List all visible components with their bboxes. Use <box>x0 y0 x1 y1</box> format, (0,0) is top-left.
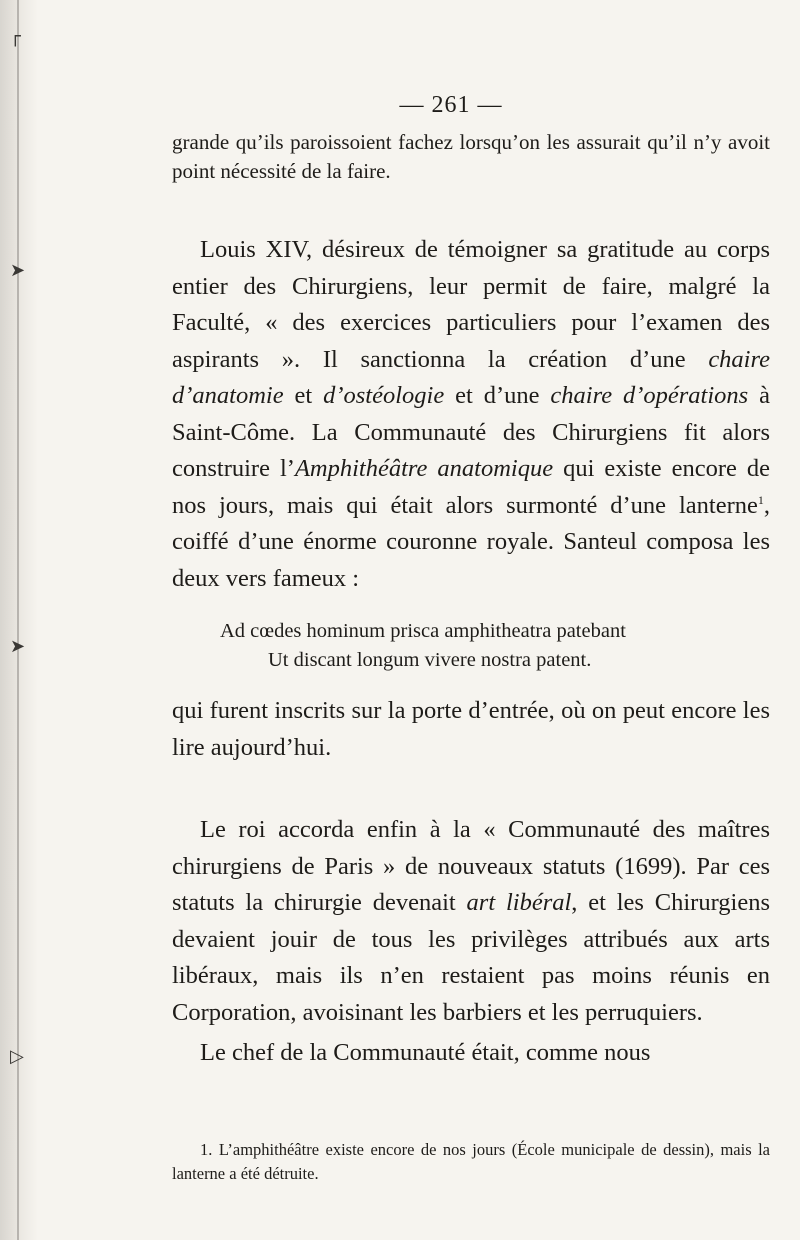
paragraph-2 <box>172 232 770 597</box>
binding-mark-icon: ➤ <box>10 260 26 281</box>
footnote: 1. L’amphithéâtre existe encore de nos jours (École municipale de dessin), mais la lanterne a été détruite. <box>172 1140 770 1183</box>
paragraph-2-text: à Saint-Côme. La Communauté des Chirurgiens fit alors construire l’ <box>172 382 770 482</box>
paragraph-2-italic: chaire d’opérations <box>550 382 749 409</box>
paragraph-2-text: et <box>283 382 324 409</box>
paragraph-2-text: qui existe encore de nos jours, mais qui était alors surmonté d’une lanterne <box>172 455 771 519</box>
paragraph-4-text: , et les Chirurgiens devaient jouir de tous les privilèges attribués aux arts libéraux, mais ils n’en restaient pas moins réunis en Corporation, avoisinant les barbiers et les perruquiers. <box>172 889 771 1026</box>
paragraph-2-text: , coiffé d’une énorme couronne royale. Santeul composa les deux vers fameux : <box>172 491 770 592</box>
verse-line-1: Ad cœdes hominum prisca amphitheatra patebant <box>220 620 626 642</box>
paragraph-4-text: Le roi accorda enfin à la « Communauté des maîtres chirurgiens de Paris » de nouveaux statuts (1699). Par ces statuts la chirurgie devenait <box>172 816 770 916</box>
paragraph-4-italic: art libéral <box>466 889 572 916</box>
paragraph-2-italic: chaire d’anatomie <box>172 345 770 409</box>
paragraph-2-italic: Amphithéâtre anatomique <box>294 455 554 482</box>
paragraph-4 <box>172 812 770 1031</box>
binding-mark-icon: ┌ <box>10 26 21 47</box>
paragraph-1: grande qu’ils paroissoient fachez lorsqu’on les assurait qu’il n’y avoit point nécessité de la faire. <box>172 130 770 183</box>
binding-mark-icon: ▷ <box>10 1046 24 1067</box>
page-body <box>172 88 770 1072</box>
footnote-reference: 1 <box>757 492 764 507</box>
binding-mark-icon: ➤ <box>10 636 26 657</box>
paragraph-2-italic: d’ostéologie <box>323 382 445 409</box>
verse-block <box>172 617 770 675</box>
paragraph-2-text: et d’une <box>444 382 551 409</box>
paragraph-2-text: Louis XIV, désireux de témoigner sa gratitude au corps entier des Chirurgiens, leur permit de faire, malgré la Faculté, « des exercices particuliers pour l’examen des aspirants ». Il sanctionna la création d’une <box>172 236 770 373</box>
paragraph-3: qui furent inscrits sur la porte d’entrée, où on peut encore les lire aujourd’hui. <box>172 697 770 761</box>
page-number: — 261 — <box>399 92 503 118</box>
paragraph-5: Le chef de la Communauté était, comme nous <box>200 1039 651 1066</box>
verse-line-2: Ut discant longum vivere nostra patent. <box>268 649 592 671</box>
